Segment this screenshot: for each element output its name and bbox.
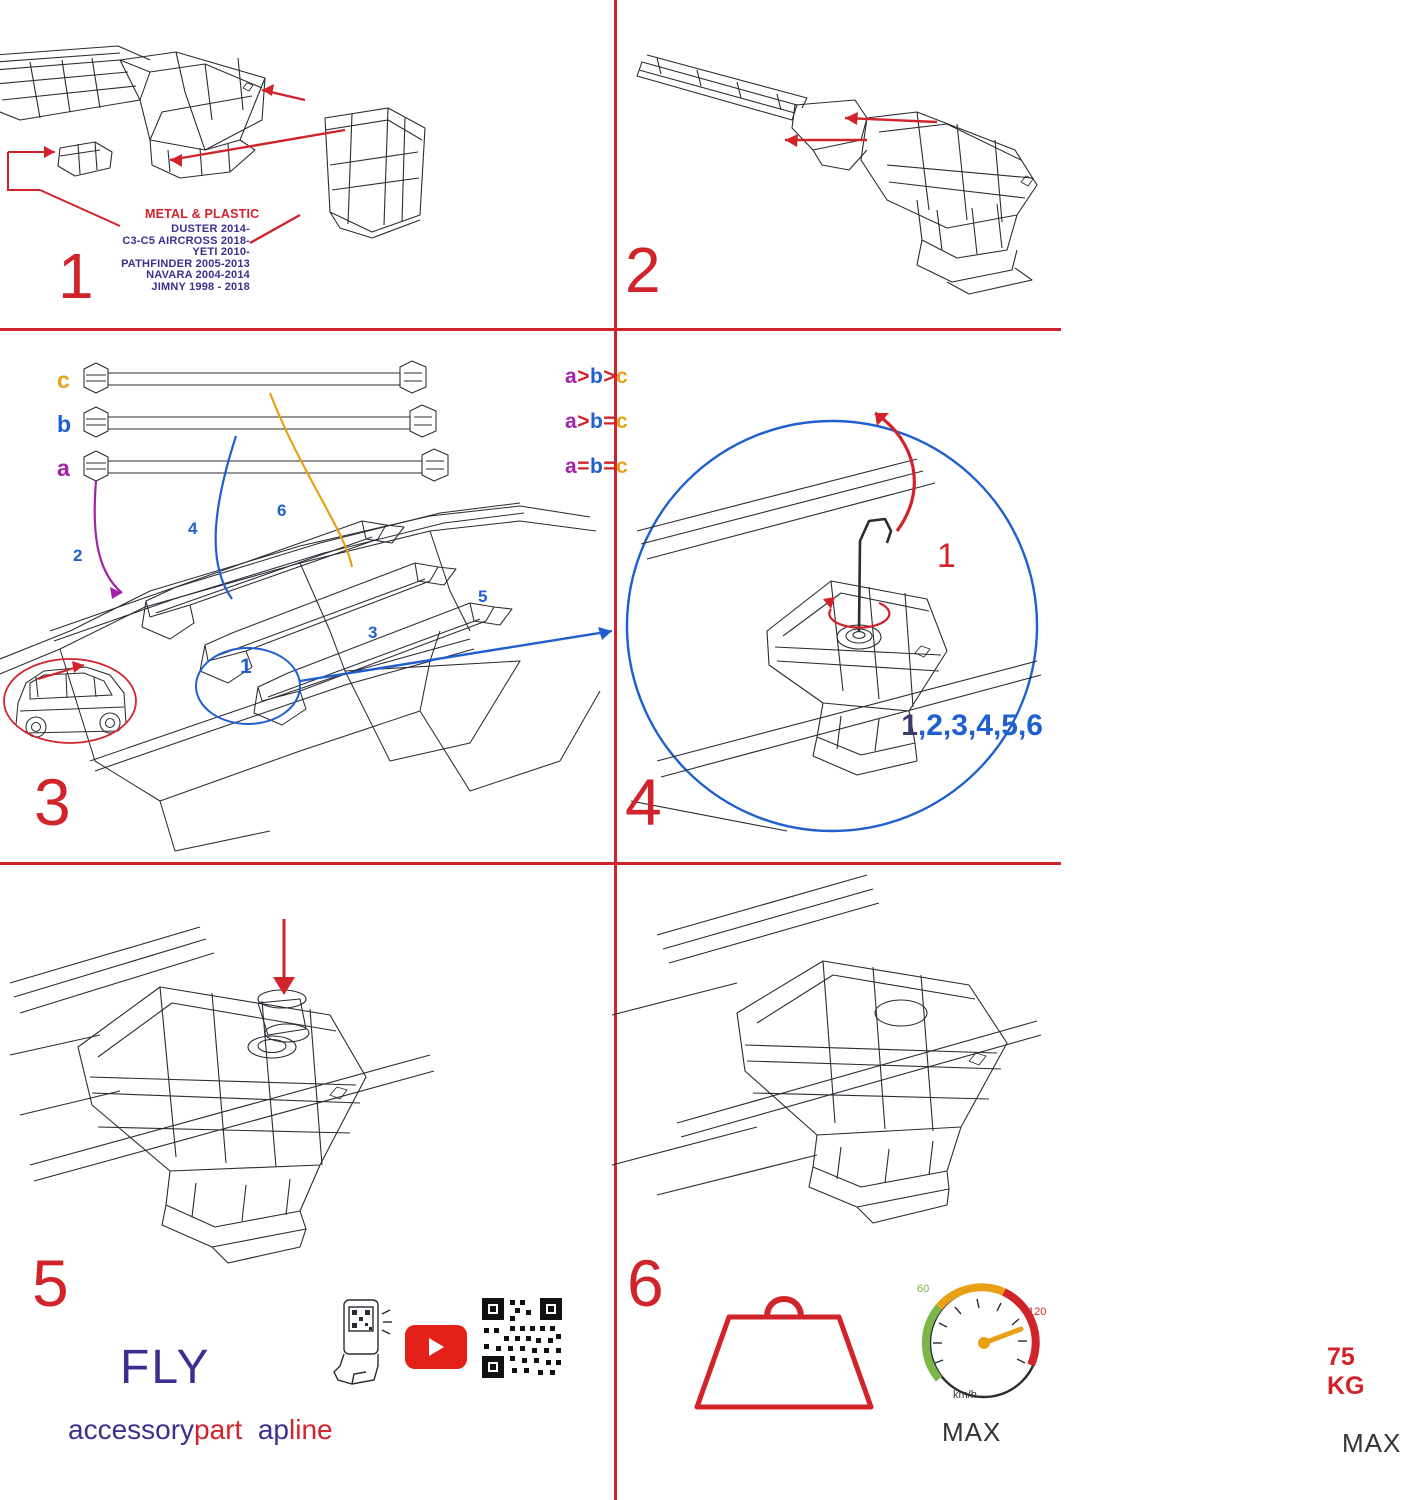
vehicle-item: PATHFINDER 2005-2013 <box>121 257 250 270</box>
step-number-4: 4 <box>625 765 662 839</box>
brand-accessory: accessory <box>68 1414 195 1445</box>
ineq-c: c <box>616 455 629 478</box>
sequence-first: 1 <box>901 709 918 742</box>
qr-code <box>482 1298 562 1378</box>
point-label-1: 1 <box>240 655 252 678</box>
max-speed-icon <box>909 1275 1059 1410</box>
inset-circle <box>4 659 136 743</box>
ineq-b: b <box>589 455 604 478</box>
ineq-a: a <box>565 365 578 388</box>
step4-callout-1: 1 <box>937 537 956 575</box>
ineq-op: = <box>577 455 590 478</box>
step4-illustration <box>617 331 1061 862</box>
brand-line-suffix: line <box>289 1414 333 1445</box>
vehicle-item: DUSTER 2014- <box>171 223 250 235</box>
max-speed-label: MAX <box>942 1417 1002 1447</box>
ineq-b: b <box>589 410 604 433</box>
ineq-op: = <box>603 410 617 433</box>
vehicle-list <box>0 224 250 293</box>
tighten-sequence <box>901 709 1043 743</box>
panel-step-3 <box>0 331 629 862</box>
ineq-op: > <box>577 410 590 433</box>
point-label-2: 2 <box>73 546 83 565</box>
ineq-c: c <box>616 365 629 388</box>
step-number-5: 5 <box>32 1246 69 1320</box>
bar-label-c: c <box>57 367 70 393</box>
step5-illustration <box>0 865 614 1285</box>
speed-tick-min: 60 <box>917 1283 930 1295</box>
point-label-5: 5 <box>478 587 488 606</box>
vehicle-item: JIMNY 1998 - 2018 <box>151 280 250 293</box>
max-weight-value: 75 KG <box>1327 1343 1365 1400</box>
step3-illustration <box>0 331 617 862</box>
speed-unit: km/h <box>953 1389 977 1401</box>
point-label-3: 3 <box>368 623 378 642</box>
bar-label-b: b <box>57 411 72 437</box>
product-name: FLY <box>120 1341 211 1394</box>
material-note: METAL & PLASTIC <box>145 207 260 221</box>
ineq-c: c <box>616 410 629 433</box>
brand-part: part <box>194 1414 243 1445</box>
point-label-6: 6 <box>277 501 287 520</box>
step-number-3: 3 <box>34 765 71 839</box>
brand-line <box>68 1414 333 1446</box>
brand-ap: ap <box>257 1414 290 1445</box>
max-weight-icon <box>689 1283 879 1413</box>
step-number-6: 6 <box>627 1246 664 1320</box>
ineq-op: = <box>603 455 617 478</box>
max-weight-label: MAX <box>1342 1428 1401 1458</box>
youtube-icon[interactable] <box>405 1325 467 1369</box>
step-number-1: 1 <box>58 240 94 312</box>
step6-illustration <box>617 865 1061 1265</box>
vehicle-item: C3-C5 AIRCROSS 2018- <box>122 234 250 247</box>
speed-tick-max: 120 <box>1028 1306 1047 1318</box>
step2-illustration <box>617 0 1061 330</box>
ineq-op: > <box>577 365 590 388</box>
panel-step-2 <box>617 0 1061 328</box>
panel-step-1 <box>0 0 614 328</box>
panel-step-5 <box>0 865 614 1500</box>
sequence-rest: ,2,3,4,5,6 <box>917 709 1043 742</box>
vehicle-item: NAVARA 2004-2014 <box>146 269 250 281</box>
vehicle-item: YETI 2010- <box>192 246 250 258</box>
ineq-a: a <box>565 455 578 478</box>
panel-step-6 <box>617 865 1401 1500</box>
ineq-op: > <box>603 365 617 388</box>
scan-phone-icon <box>330 1296 400 1388</box>
step-number-2: 2 <box>625 234 661 306</box>
ineq-b: b <box>589 365 604 388</box>
bar-label-a: a <box>57 455 70 481</box>
panel-step-4 <box>617 331 1061 862</box>
ineq-a: a <box>565 410 578 433</box>
point-label-4: 4 <box>188 519 198 538</box>
